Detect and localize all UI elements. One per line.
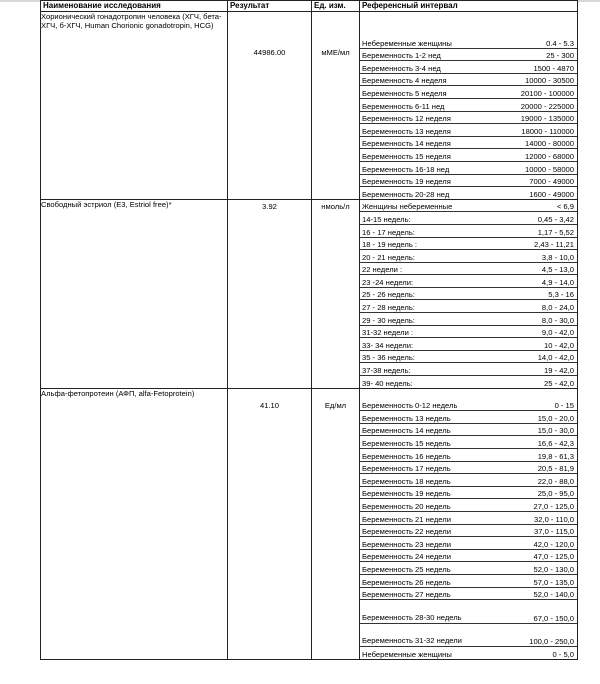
reference-interval [360, 388, 578, 659]
reference-label: Беременность 5 неделя [362, 88, 447, 98]
reference-label: 29 - 30 недель: [362, 315, 415, 325]
reference-label: Беременность 20 недель [362, 501, 451, 511]
reference-value: 9,0 - 42,0 [541, 328, 574, 338]
reference-line [360, 313, 577, 326]
reference-line [360, 112, 577, 125]
reference-line [360, 86, 577, 99]
reference-value: 47,0 - 125,0 [533, 552, 574, 562]
reference-label: Беременность 15 неделя [362, 151, 451, 161]
reference-line [360, 525, 577, 538]
test-result [228, 12, 312, 200]
reference-value: 14,0 - 42,0 [537, 353, 574, 363]
lab-results-table [40, 0, 578, 660]
reference-label: 18 - 19 недель : [362, 240, 418, 250]
reference-line [360, 263, 577, 276]
reference-value: 5,3 - 16 [548, 290, 574, 300]
reference-value: 18000 - 110000 [521, 126, 574, 136]
reference-value: 15,0 - 30,0 [537, 426, 574, 436]
reference-value: 0,45 - 3,42 [537, 214, 574, 224]
reference-label: Беременность 31-32 недели [362, 636, 462, 646]
results-body [41, 12, 578, 660]
reference-label: 20 - 21 недель: [362, 252, 415, 262]
reference-value: 4,5 - 13,0 [541, 265, 574, 275]
reference-list [360, 36, 577, 199]
reference-label: Беременность 16 недель [362, 451, 451, 461]
test-result [228, 388, 312, 659]
reference-line [360, 588, 577, 601]
reference-value: 7000 - 49000 [529, 177, 574, 187]
unit-value: Ед/мл [324, 400, 347, 410]
reference-label: 16 - 17 недель: [362, 227, 415, 237]
reference-value: 2,43 - 11,21 [534, 240, 574, 250]
reference-line [360, 49, 577, 62]
reference-value: 4,9 - 14,0 [541, 277, 574, 287]
reference-line [360, 647, 577, 659]
reference-label: Беременность 16-18 нед [362, 164, 450, 174]
reference-line [360, 212, 577, 225]
reference-value: 100,0 - 250,0 [529, 637, 574, 647]
reference-line [360, 200, 577, 213]
test-name: Хорионический гонадотропин человека (ХГЧ, бета-ХГЧ, б-ХГЧ, Human Chorionic gonadotropin, HCG) [41, 12, 228, 200]
reference-line [360, 363, 577, 376]
reference-line [360, 424, 577, 437]
reference-value: 25,0 - 95,0 [537, 489, 574, 499]
reference-value: < 6,9 [556, 202, 574, 212]
reference-line [360, 175, 577, 188]
reference-value: 16,6 - 42,3 [537, 439, 574, 448]
reference-interval [360, 12, 578, 200]
reference-line [360, 575, 577, 588]
reference-label: Беременность 12 неделя [362, 114, 451, 124]
reference-value: 12000 - 68000 [525, 151, 574, 161]
reference-value: 20100 - 100000 [520, 88, 574, 98]
reference-line [360, 187, 577, 199]
reference-line [360, 275, 577, 288]
reference-label: 22 недели : [362, 265, 403, 275]
reference-label: Беременность 0-12 недель [362, 401, 458, 411]
reference-label: 39- 40 недель: [362, 378, 413, 388]
reference-value: 10000 - 58000 [525, 164, 574, 174]
reference-line [360, 124, 577, 137]
unit-value: мМЕ/мл [321, 48, 350, 57]
reference-value: 22,0 - 88,0 [537, 476, 574, 486]
reference-label: Беременность 17 недель [362, 464, 451, 474]
reference-value: 1600 - 49000 [529, 189, 574, 199]
reference-line [360, 250, 577, 263]
reference-value: 20,5 - 81,9 [537, 464, 574, 474]
reference-value: 10000 - 30500 [525, 76, 574, 86]
reference-value: 3,8 - 10,0 [541, 252, 574, 262]
reference-list [360, 200, 577, 388]
reference-line [360, 74, 577, 87]
reference-value: 19,8 - 61,3 [537, 451, 574, 461]
reference-value: 67,0 - 150,0 [533, 613, 574, 623]
reference-line [360, 137, 577, 150]
test-name: Свободный эстриол (E3, Estriol free)* [41, 199, 228, 388]
table-row [41, 199, 578, 388]
reference-label: 25 - 26 недель: [362, 290, 415, 300]
reference-line [360, 376, 577, 388]
reference-label: Беременность 18 недель [362, 476, 451, 486]
reference-line [360, 487, 577, 500]
reference-value: 57,0 - 135,0 [533, 577, 574, 587]
test-unit [312, 388, 360, 659]
reference-label: 23 -24 недели: [362, 277, 414, 287]
reference-line [360, 436, 577, 449]
header-result: Результат [228, 1, 312, 12]
reference-label: Беременность 19 недель [362, 489, 451, 499]
reference-value: 10 - 42,0 [544, 340, 574, 350]
reference-list [360, 399, 577, 659]
reference-label: Беременность 13 неделя [362, 126, 451, 136]
reference-label: Беременность 15 недель [362, 439, 451, 448]
reference-value: 0 - 15 [554, 401, 574, 411]
reference-value: 19000 - 135000 [520, 114, 574, 124]
reference-interval [360, 199, 578, 388]
reference-line [360, 537, 577, 550]
reference-line [360, 238, 577, 251]
result-value: 44986.00 [253, 48, 286, 57]
reference-value: 8,0 - 30,0 [541, 315, 574, 325]
reference-line [360, 326, 577, 339]
reference-label: 31-32 недели : [362, 328, 414, 338]
reference-value: 37,0 - 115,0 [534, 527, 574, 537]
test-result [228, 199, 312, 388]
reference-line [360, 300, 577, 313]
reference-label: Беременность 24 недели [362, 552, 451, 562]
reference-line [360, 99, 577, 112]
unit-value: нмоль/л [321, 201, 350, 211]
reference-line [360, 499, 577, 512]
reference-label: Беременность 13 недель [362, 413, 451, 423]
reference-label: Беременность 27 недель [362, 590, 451, 600]
reference-value: 15,0 - 20,0 [537, 413, 574, 423]
reference-value: 0 - 5,0 [552, 649, 574, 659]
reference-label: Беременность 3-4 нед [362, 63, 441, 73]
reference-line [360, 624, 577, 648]
reference-label: Беременность 4 неделя [362, 76, 447, 86]
header-unit: Ед. изм. [312, 1, 360, 12]
reference-label: 37-38 недель: [362, 366, 411, 376]
reference-value: 25 - 42,0 [544, 378, 574, 388]
reference-value: 52,0 - 140,0 [533, 590, 574, 600]
reference-line [360, 162, 577, 175]
test-unit [312, 199, 360, 388]
reference-line [360, 288, 577, 301]
header-reference: Референсный интервал [360, 1, 578, 12]
reference-label: Беременность 28-30 недель [362, 612, 462, 622]
reference-label: Беременность 25 недель [362, 564, 451, 574]
reference-value: 14000 - 80000 [525, 139, 574, 149]
test-name: Альфа-фетопротеин (АФП, alfa-Fetoprotein) [41, 388, 228, 659]
table-row [41, 12, 578, 200]
reference-line [360, 36, 577, 49]
reference-label: Беременность 14 недель [362, 426, 451, 436]
reference-line [360, 399, 577, 412]
reference-line [360, 550, 577, 563]
reference-value: 42,0 - 120,0 [533, 539, 574, 549]
reference-line [360, 149, 577, 162]
header-name: Наименование исследования [41, 1, 228, 12]
reference-value: 1500 - 4870 [533, 63, 574, 73]
reference-label: Женщины небеременные [362, 202, 453, 212]
reference-value: 8,0 - 24,0 [541, 303, 574, 313]
reference-line [360, 61, 577, 74]
reference-label: Небеременные женщины [362, 649, 452, 659]
test-unit [312, 12, 360, 200]
table-row [41, 388, 578, 659]
reference-label: 33- 34 недели: [362, 340, 414, 350]
reference-line [360, 562, 577, 575]
reference-line [360, 474, 577, 487]
reference-label: Беременность 26 недель [362, 577, 451, 587]
reference-value: 32,0 - 110,0 [534, 514, 574, 524]
reference-line [360, 462, 577, 475]
reference-value: 25 - 300 [546, 51, 574, 61]
reference-label: Беременность 20-28 нед [362, 189, 450, 199]
reference-line [360, 351, 577, 364]
reference-label: 27 - 28 недель: [362, 303, 415, 313]
reference-value: 27,0 - 125,0 [533, 501, 574, 511]
reference-label: Беременность 23 недели [362, 539, 451, 549]
reference-line [360, 449, 577, 462]
reference-label: Беременность 19 неделя [362, 177, 451, 187]
reference-line [360, 600, 577, 624]
reference-label: 35 - 36 недель: [362, 353, 415, 363]
reference-label: Беременность 1-2 нед [362, 51, 441, 61]
reference-line [360, 338, 577, 351]
reference-label: 14-15 недель: [362, 214, 411, 224]
reference-line [360, 411, 577, 424]
reference-label: Беременность 21 недели [362, 514, 451, 524]
reference-label: Небеременные женщины [362, 38, 452, 48]
reference-line [360, 225, 577, 238]
reference-label: Беременность 6-11 нед [362, 101, 445, 111]
reference-label: Беременность 22 недели [362, 527, 451, 537]
result-value: 41.10 [259, 400, 279, 410]
reference-value: 0.4 - 5.3 [546, 38, 574, 48]
reference-value: 19 - 42,0 [544, 366, 574, 376]
result-value: 3.92 [262, 201, 277, 211]
table-header-row [41, 1, 578, 12]
reference-value: 52,0 - 130,0 [533, 564, 574, 574]
reference-line [360, 512, 577, 525]
reference-label: Беременность 14 неделя [362, 139, 451, 149]
reference-value: 1,17 - 5,52 [537, 227, 574, 237]
reference-value: 20000 - 225000 [520, 101, 574, 111]
